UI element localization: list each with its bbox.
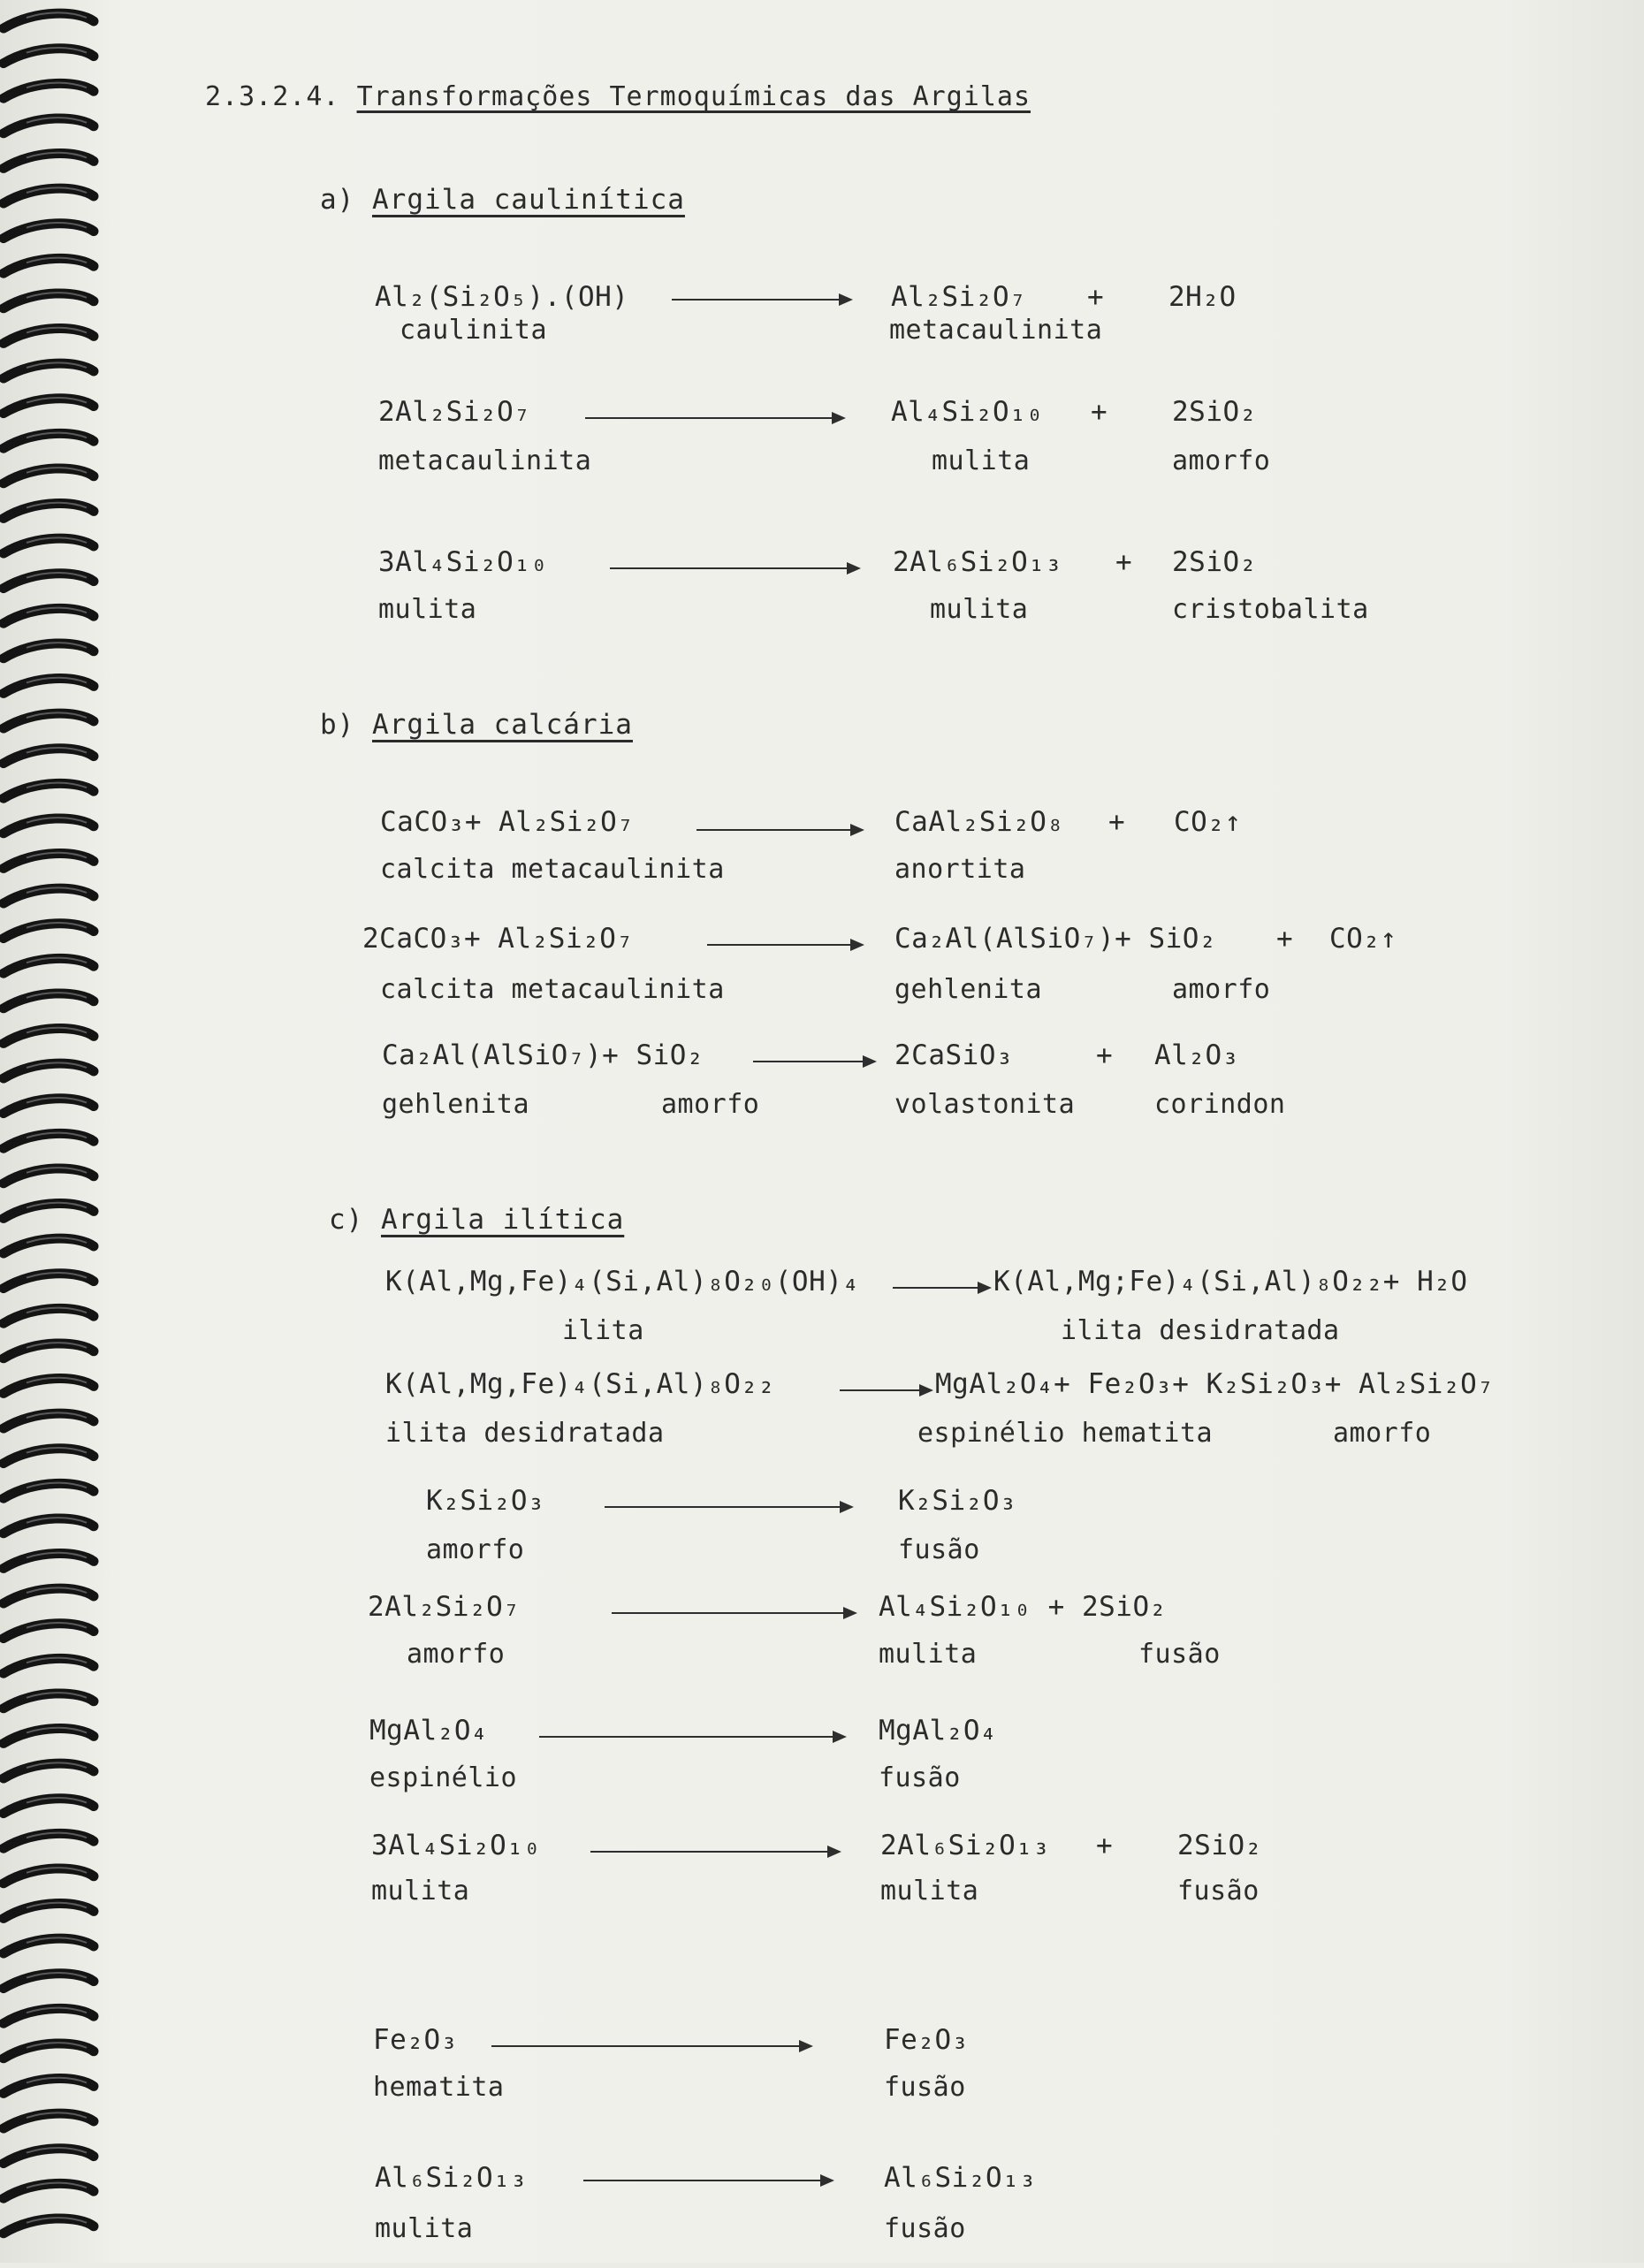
product-2: 2SiO₂ — [1172, 396, 1257, 428]
product-2: 2SiO₂ — [1172, 546, 1257, 578]
subsection-title: Argila calcária — [372, 709, 633, 741]
reactant-name: gehlenita — [382, 1089, 530, 1120]
reactant-name: mulita — [371, 1876, 470, 1906]
product-2-name: amorfo — [1333, 1418, 1432, 1449]
plus-sign: + — [1087, 281, 1105, 313]
reactant: 3Al₄Si₂O₁₀ — [371, 1830, 541, 1861]
reactant: K(Al,Mg,Fe)₄(Si,Al)₈O₂₀(OH)₄ — [385, 1266, 860, 1298]
reactant: CaCO₃+ Al₂Si₂O₇ — [380, 806, 635, 838]
product-name: gehlenita — [894, 974, 1043, 1005]
product-name: fusão — [879, 1762, 961, 1793]
reactant-name: espinélio — [369, 1762, 518, 1793]
reactant-name: amorfo — [426, 1534, 525, 1565]
subsection-title: Argila caulinítica — [372, 184, 685, 216]
product-2: 2H₂O — [1168, 281, 1237, 313]
reaction-c6 — [0, 1830, 1644, 1936]
reaction-arrow — [585, 412, 846, 424]
reaction-arrow — [840, 1384, 933, 1397]
plus-sign: + — [1276, 923, 1294, 955]
product-2: Al₂O₃ — [1154, 1039, 1239, 1071]
product-2: 2SiO₂ — [1177, 1830, 1262, 1861]
product-name: ilita desidratada — [1061, 1315, 1340, 1346]
product: K(Al,Mg;Fe)₄(Si,Al)₈O₂₂+ H₂O — [993, 1266, 1468, 1298]
reactant: 2Al₂Si₂O₇ — [368, 1591, 521, 1623]
plus-sign: + — [1096, 1830, 1114, 1861]
reactant: Al₆Si₂O₁₃ — [375, 2162, 528, 2194]
section-number: 2.3.2.4. — [205, 81, 340, 112]
product-name: fusão — [898, 1534, 980, 1565]
reaction-c4 — [0, 1591, 1644, 1697]
reaction-arrow — [696, 824, 864, 836]
reactant: 3Al₄Si₂O₁₀ — [378, 546, 548, 578]
reactant: Al₂(Si₂O₅).(OH) — [375, 281, 629, 313]
reactant-name: ilita desidratada — [385, 1418, 665, 1449]
product-name: espinélio hematita — [917, 1418, 1214, 1449]
reactant-name: ilita — [562, 1315, 644, 1346]
product-3: CO₂↑ — [1329, 923, 1397, 955]
reaction-arrow — [605, 1501, 854, 1513]
reaction-c5 — [0, 1715, 1644, 1821]
product: MgAl₂O₄ — [879, 1715, 998, 1747]
reactant: Ca₂Al(AlSiO₇)+ SiO₂ — [382, 1039, 704, 1071]
section-heading — [205, 81, 1031, 112]
plus-sign: + — [1108, 806, 1126, 838]
product-2: CO₂↑ — [1174, 806, 1242, 838]
reactant-name: calcita metacaulinita — [380, 854, 725, 885]
reactant-name: hematita — [373, 2072, 505, 2103]
reaction-arrow — [583, 2174, 834, 2187]
subsection-title: Argila ilítica — [381, 1204, 625, 1236]
reaction-b1 — [0, 806, 1644, 912]
product: Al₄Si₂O₁₀ + 2SiO₂ — [879, 1591, 1167, 1623]
product-name: fusão — [884, 2213, 966, 2244]
reactant-name: caulinita — [400, 315, 548, 346]
product: Al₆Si₂O₁₃ — [884, 2162, 1037, 2194]
subsection-b-heading — [320, 709, 633, 741]
product-2-name: corindon — [1154, 1089, 1286, 1120]
reactant: K₂Si₂O₃ — [426, 1485, 545, 1517]
subsection-label: b) — [320, 709, 355, 741]
reactant: 2Al₂Si₂O₇ — [378, 396, 531, 428]
reactant: MgAl₂O₄ — [369, 1715, 489, 1747]
product-name: fusão — [884, 2072, 966, 2103]
product: Al₂Si₂O₇ — [891, 281, 1027, 313]
product: K₂Si₂O₃ — [898, 1485, 1017, 1517]
reactant-2-name: amorfo — [661, 1089, 760, 1120]
product-2-name: fusão — [1177, 1876, 1260, 1906]
reaction-a1 — [0, 281, 1644, 387]
reactant: K(Al,Mg,Fe)₄(Si,Al)₈O₂₂ — [385, 1368, 775, 1400]
product-name: anortita — [894, 854, 1026, 885]
product: 2Al₆Si₂O₁₃ — [893, 546, 1062, 578]
reaction-arrow — [753, 1055, 877, 1068]
reaction-c8 — [0, 2162, 1644, 2268]
plus-sign: + — [1096, 1039, 1114, 1071]
product: Fe₂O₃ — [884, 2024, 969, 2056]
subsection-label: a) — [320, 184, 355, 216]
product-2-name: amorfo — [1172, 974, 1271, 1005]
subsection-a-heading — [320, 184, 685, 216]
product: CaAl₂Si₂O₈ — [894, 806, 1064, 838]
product: MgAl₂O₄+ Fe₂O₃+ K₂Si₂O₃+ Al₂Si₂O₇ — [935, 1368, 1495, 1400]
reaction-arrow — [893, 1282, 992, 1294]
subsection-c-heading — [329, 1204, 624, 1236]
subsection-label: c) — [329, 1204, 364, 1236]
reaction-arrow — [612, 1607, 857, 1619]
reaction-b2 — [0, 923, 1644, 1029]
product: Ca₂Al(AlSiO₇)+ SiO₂ — [894, 923, 1217, 955]
product-name: mulita — [880, 1876, 979, 1906]
product-name: volastonita — [894, 1089, 1076, 1120]
reactant-name: mulita — [375, 2213, 474, 2244]
reaction-b3 — [0, 1039, 1644, 1145]
product-name: mulita — [932, 445, 1031, 476]
reaction-arrow — [590, 1846, 841, 1858]
product-2-name: fusão — [1138, 1639, 1221, 1670]
reactant: Fe₂O₃ — [373, 2024, 458, 2056]
product-2-name: cristobalita — [1172, 594, 1369, 625]
plus-sign: + — [1091, 396, 1108, 428]
reaction-arrow — [491, 2040, 813, 2052]
product: 2CaSiO₃ — [894, 1039, 1014, 1071]
product: Al₄Si₂O₁₀ — [891, 396, 1044, 428]
product-name: mulita — [879, 1639, 978, 1670]
reaction-a2 — [0, 396, 1644, 502]
reaction-arrow — [539, 1731, 847, 1743]
reaction-arrow — [610, 562, 861, 575]
reactant-name: metacaulinita — [378, 445, 592, 476]
reaction-c2 — [0, 1368, 1644, 1474]
reaction-a3 — [0, 546, 1644, 652]
section-title: Transformações Termoquímicas das Argilas — [356, 81, 1031, 112]
reaction-c1 — [0, 1266, 1644, 1372]
plus-sign: + — [1115, 546, 1133, 578]
product-name: mulita — [930, 594, 1029, 625]
reactant-name: calcita metacaulinita — [380, 974, 725, 1005]
product-name: metacaulinita — [889, 315, 1103, 346]
reactant-name: mulita — [378, 594, 477, 625]
reaction-c7 — [0, 2024, 1644, 2130]
reaction-arrow — [672, 293, 853, 306]
reaction-arrow — [707, 939, 864, 951]
product-2-name: amorfo — [1172, 445, 1271, 476]
reaction-c3 — [0, 1485, 1644, 1591]
product: 2Al₆Si₂O₁₃ — [880, 1830, 1050, 1861]
reactant: 2CaCO₃+ Al₂Si₂O₇ — [362, 923, 634, 955]
reactant-name: amorfo — [407, 1639, 506, 1670]
